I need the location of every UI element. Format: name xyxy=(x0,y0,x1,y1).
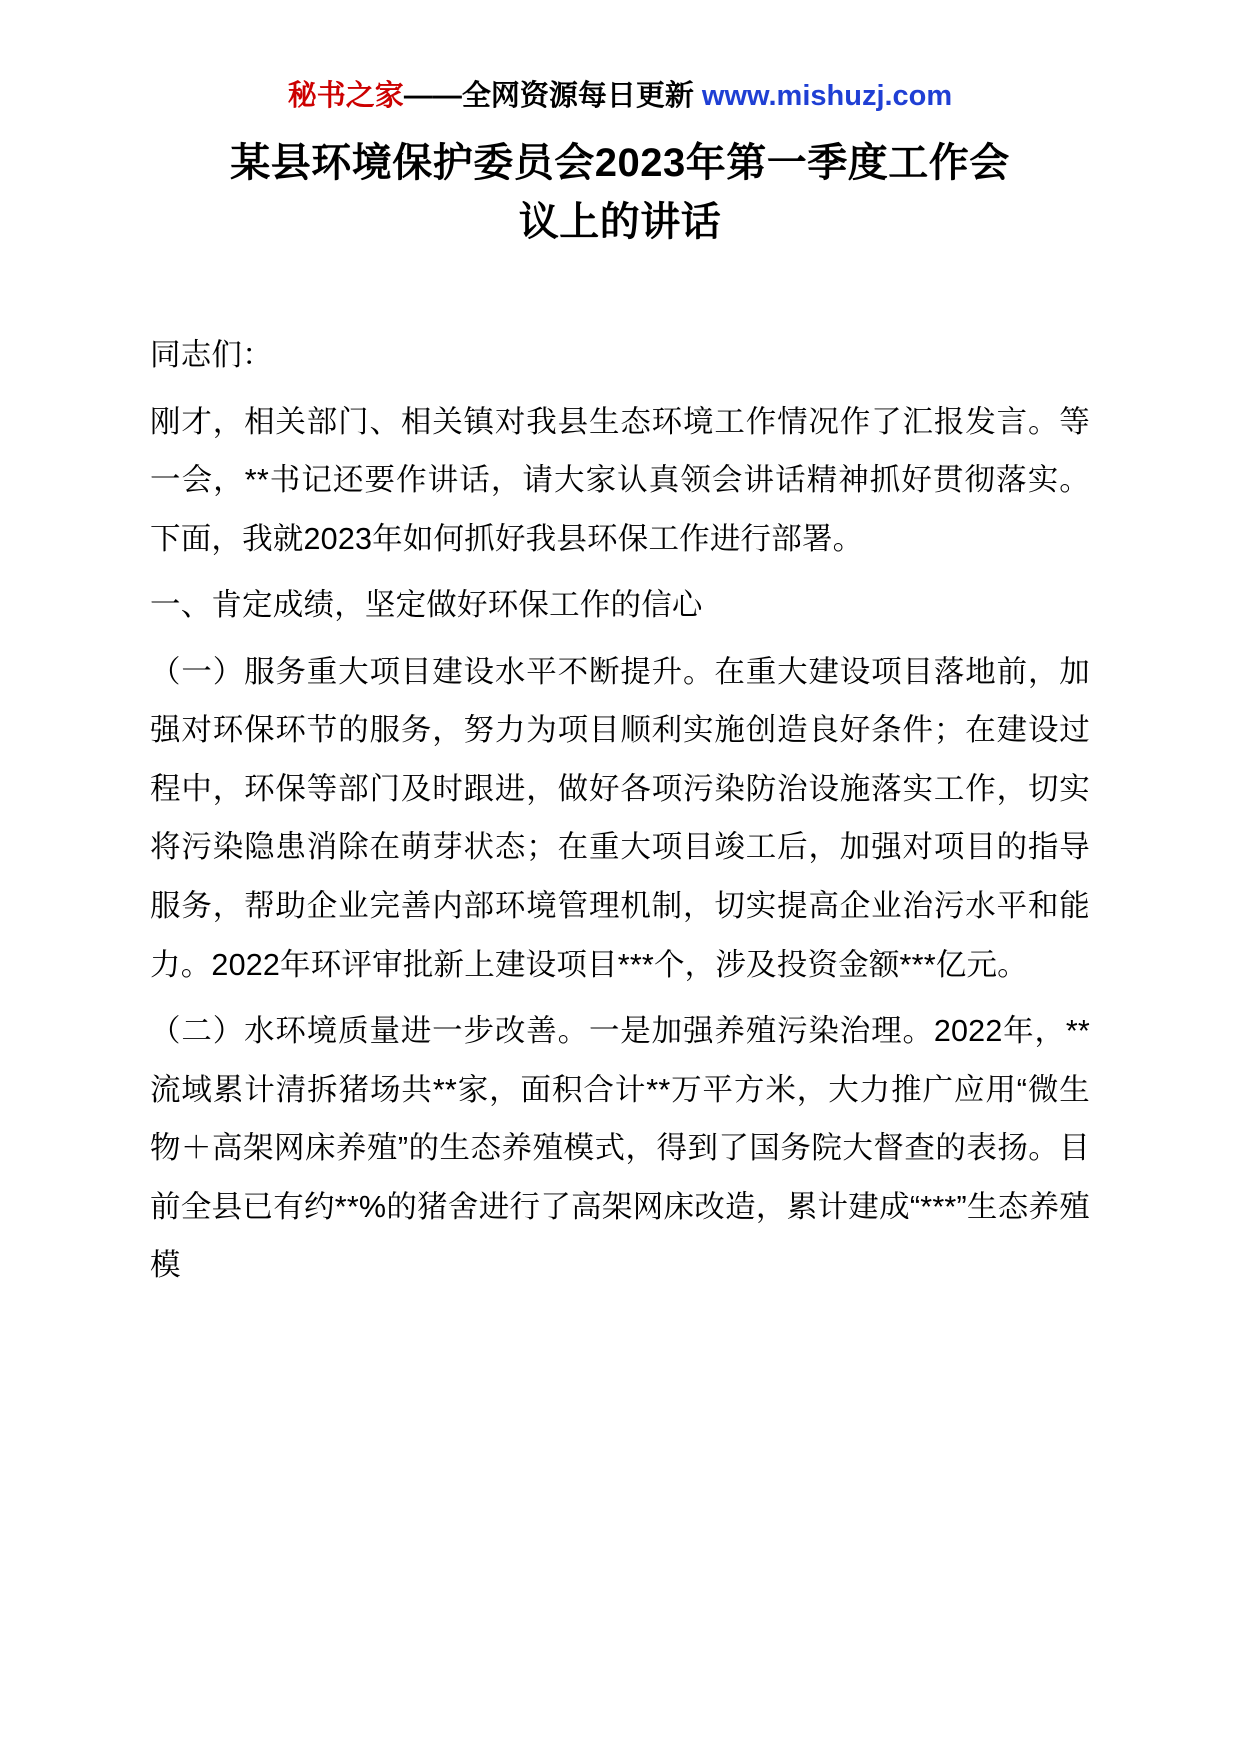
watermark-brand: 秘书之家 xyxy=(287,80,404,112)
page-title: 某县环境保护委员会2023年第一季度工作会议上的讲话 xyxy=(230,140,1010,244)
watermark-url[interactable]: www.mishuzj.com xyxy=(701,80,953,112)
paragraph-intro: 刚才，相关部门、相关镇对我县生态环境工作情况作了汇报发言。等一会，**书记还要作讲话，请大家认真领会讲话精神抓好贯彻落实。下面，我就2023年如何抓好我县环保工作进行部署。 xyxy=(150,404,1090,556)
paragraph-salutation: 同志们： xyxy=(150,338,273,373)
site-watermark xyxy=(150,78,1090,116)
paragraph-subsection-2: （二）水环境质量进一步改善。一是加强养殖污染治理。2022年，**流域累计清拆猪场共**家，面积合计**万平方米，大力推广应用“微生物＋高架网床养殖”的生态养殖模式，得到了国务院大督查的表扬。目前全县已有约**%的猪舍进行了高架网床改造，累计建成“***”生态养殖模 xyxy=(150,1014,1090,1283)
paragraph-section-heading-1: 一、肯定成绩，坚定做好环保工作的信心 xyxy=(150,588,703,623)
document-body xyxy=(150,326,1090,1295)
paragraph-subsection-1: （一）服务重大项目建设水平不断提升。在重大建设项目落地前，加强对环保环节的服务，努力为项目顺利实施创造良好条件；在建设过程中，环保等部门及时跟进，做好各项污染防治设施落实工作，切实将污染隐患消除在萌芽状态；在重大项目竣工后，加强对项目的指导服务，帮助企业完善内部环境管理机制，切实提高企业治污水平和能力。2022年环评审批新上建设项目***个，涉及投资金额***亿元。 xyxy=(150,654,1090,982)
watermark-separator: ——全网资源每日更新 xyxy=(403,80,694,112)
